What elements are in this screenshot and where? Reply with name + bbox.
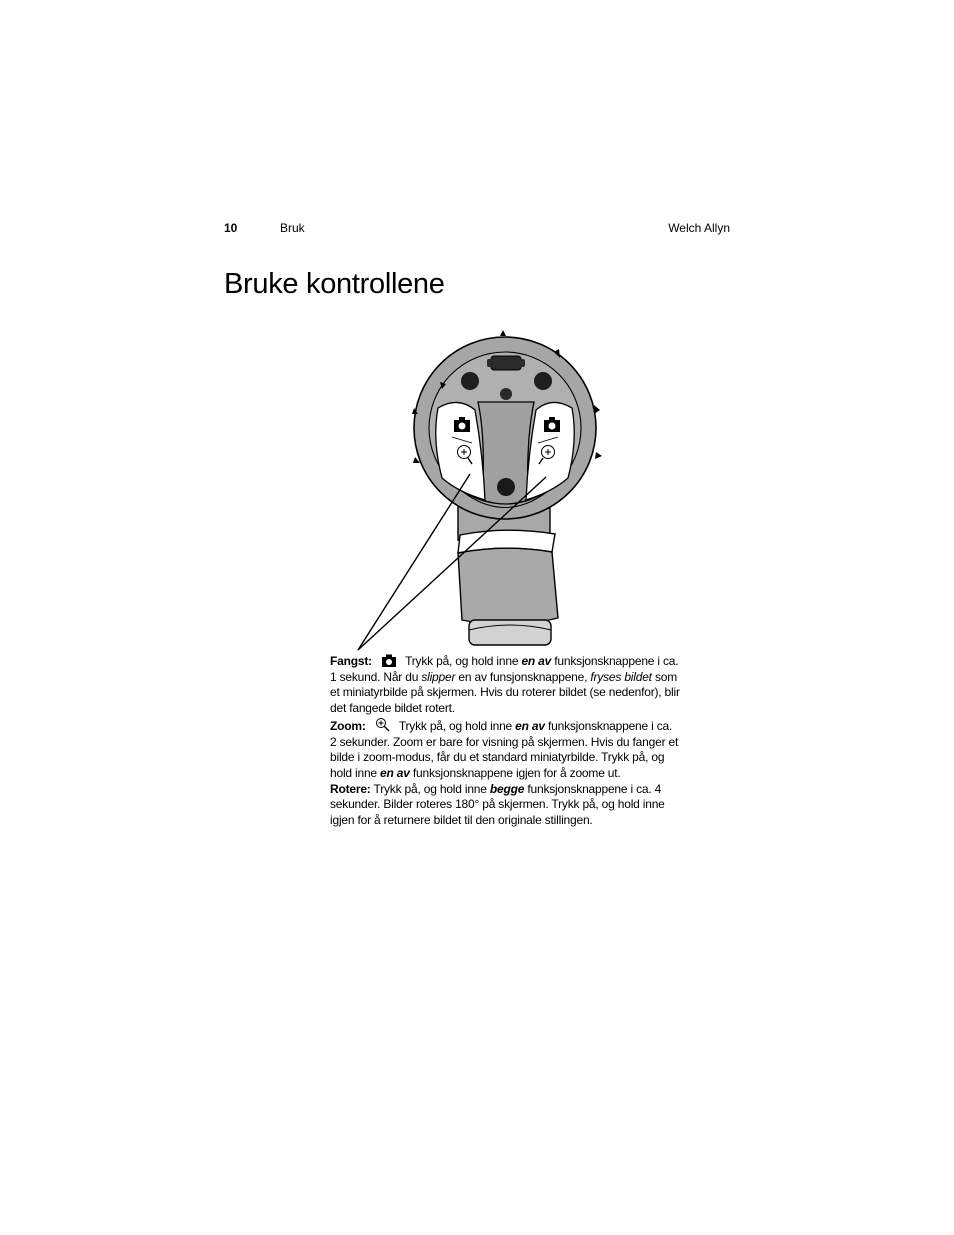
- device-head: [412, 330, 602, 519]
- zoom-emphasis-1: en av: [515, 718, 545, 733]
- capture-text-3: en av funsjonsknappene,: [455, 669, 591, 684]
- device-illustration: [330, 330, 630, 660]
- controls-description: [330, 654, 680, 829]
- rotate-text-2: funksjonsknappene i ca. 4 sekunder. Bilder roteres 180° på skjermen. Trykk på, og hold inne igjen for å returnere bildet til den originale stillingen.: [330, 781, 665, 828]
- zoom-text-1: Trykk på, og hold inne: [398, 718, 516, 733]
- zoom-in-icon: [375, 717, 391, 732]
- rotate-label: Rotere:: [330, 781, 371, 796]
- camera-icon: [381, 654, 397, 667]
- rotate-emphasis: begge: [489, 781, 525, 796]
- capture-italic-1: slipper: [421, 669, 456, 684]
- zoom-label: Zoom:: [330, 718, 366, 733]
- capture-text-4: som et miniatyrbilde på skjermen. Hvis du roterer bildet (se nedenfor), blir det fangede bildet rotert.: [330, 669, 680, 716]
- zoom-emphasis-2: en av: [380, 765, 410, 780]
- page-title: Bruke kontrollene: [224, 268, 445, 300]
- capture-paragraph: [330, 654, 680, 717]
- capture-text-2: funksjonsknappene i ca. 1 sekund. Når du: [330, 654, 679, 684]
- rotate-paragraph: [330, 782, 680, 829]
- brand-name: Welch Allyn: [668, 221, 730, 235]
- zoom-text-2: funksjonsknappene i ca. 2 sekunder. Zoom er bare for visning på skjermen. Hvis du fanger et bilde i zoom-modus, får du et standard miniatyrbilde. Trykk på, og hold inne: [330, 718, 679, 780]
- page-number: 10: [224, 221, 238, 235]
- zoom-paragraph: [330, 717, 680, 782]
- capture-text-1: Trykk på, og hold inne: [405, 654, 522, 668]
- zoom-text-3: funksjonsknappene igjen for å zoome ut.: [409, 765, 621, 780]
- capture-italic-2: fryses bildet: [590, 669, 652, 684]
- device-drawing: [330, 330, 630, 660]
- section-name: Bruk: [280, 221, 305, 235]
- rotate-text-1: Trykk på, og hold inne: [370, 781, 490, 796]
- page-header: [224, 221, 730, 239]
- capture-emphasis: en av: [521, 654, 552, 668]
- capture-label: Fangst:: [330, 654, 372, 668]
